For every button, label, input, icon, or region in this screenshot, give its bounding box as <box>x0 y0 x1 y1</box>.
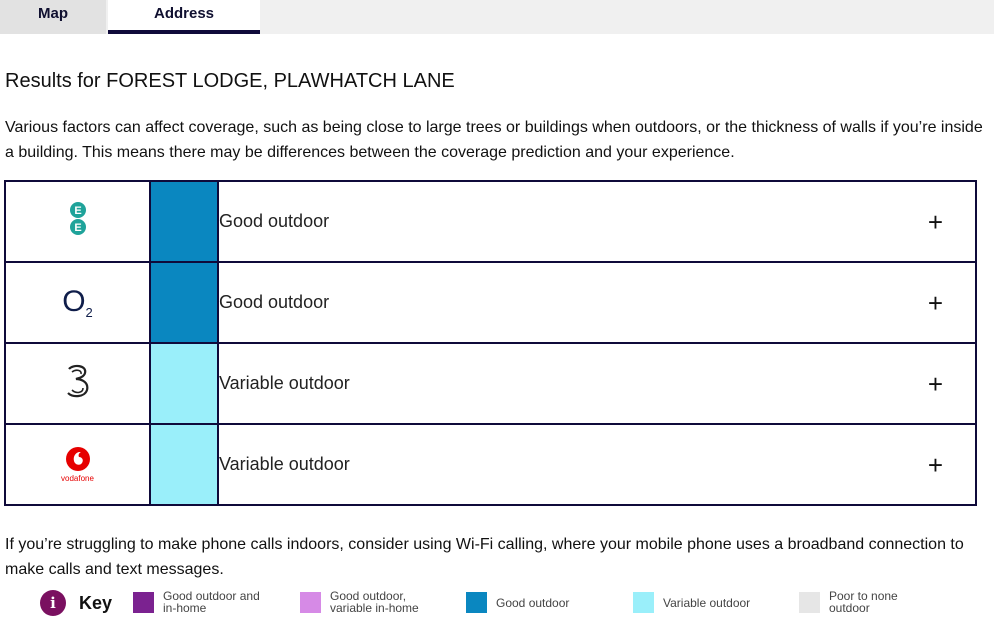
coverage-swatch <box>150 181 218 262</box>
tab-bar <box>0 0 994 34</box>
provider-row-vodafone[interactable] <box>5 424 976 505</box>
ee-logo-icon <box>5 181 150 262</box>
expand-icon[interactable]: + <box>927 287 943 318</box>
key-label: Key <box>79 592 113 613</box>
legend-item <box>466 592 606 613</box>
coverage-table <box>4 180 977 506</box>
coverage-text: Variable outdoor <box>219 454 350 474</box>
coverage-text: Good outdoor <box>219 292 330 312</box>
legend-label: Good outdoor <box>496 595 570 610</box>
coverage-text: Good outdoor <box>219 211 330 231</box>
vodafone-logo-icon: vodafone <box>5 424 150 505</box>
coverage-swatch <box>150 262 218 343</box>
coverage-text: Variable outdoor <box>219 373 350 393</box>
info-icon: i <box>40 590 66 616</box>
coverage-label <box>218 262 976 343</box>
legend-swatch <box>133 592 154 613</box>
legend-label: Good outdoor, variable in-home <box>330 589 419 615</box>
svg-text:E: E <box>73 205 82 217</box>
intro-text: Various factors can affect coverage, such as being close to large trees or buildings when outdoors, or the thickness of walls if you’re inside a building. This means there may be differences between the coverage prediction and your experience. <box>5 119 983 161</box>
results-title: Results for FOREST LODGE, PLAWHATCH LANE <box>5 70 455 92</box>
expand-icon[interactable]: + <box>927 206 943 237</box>
tab-map[interactable]: Map <box>0 0 106 34</box>
coverage-label <box>218 424 976 505</box>
legend-swatch <box>300 592 321 613</box>
key <box>40 590 112 616</box>
legend-label: Good outdoor and in-home <box>163 589 260 615</box>
coverage-label <box>218 181 976 262</box>
legend-item <box>799 590 939 614</box>
expand-icon[interactable]: + <box>927 368 943 399</box>
legend-item <box>300 590 440 614</box>
svg-text:E: E <box>73 222 82 234</box>
coverage-swatch <box>150 424 218 505</box>
provider-row-three[interactable] <box>5 343 976 424</box>
coverage-swatch <box>150 343 218 424</box>
legend-item <box>633 592 773 613</box>
legend-swatch <box>799 592 820 613</box>
expand-icon[interactable]: + <box>927 449 943 480</box>
three-logo-icon <box>5 343 150 424</box>
legend-item <box>133 590 273 614</box>
provider-row-o2[interactable] <box>5 262 976 343</box>
wifi-calling-text: If you’re struggling to make phone calls indoors, consider using Wi-Fi calling, where your mobile phone uses a broadband connection to make calls and text messages. <box>5 536 964 578</box>
legend-swatch <box>466 592 487 613</box>
legend-label: Poor to none outdoor <box>829 589 898 615</box>
tab-address[interactable]: Address <box>108 0 260 34</box>
legend-label: Variable outdoor <box>663 595 751 610</box>
legend-swatch <box>633 592 654 613</box>
coverage-label <box>218 343 976 424</box>
o2-logo-icon: $O_2$ <box>5 262 150 343</box>
provider-row-ee[interactable] <box>5 181 976 262</box>
